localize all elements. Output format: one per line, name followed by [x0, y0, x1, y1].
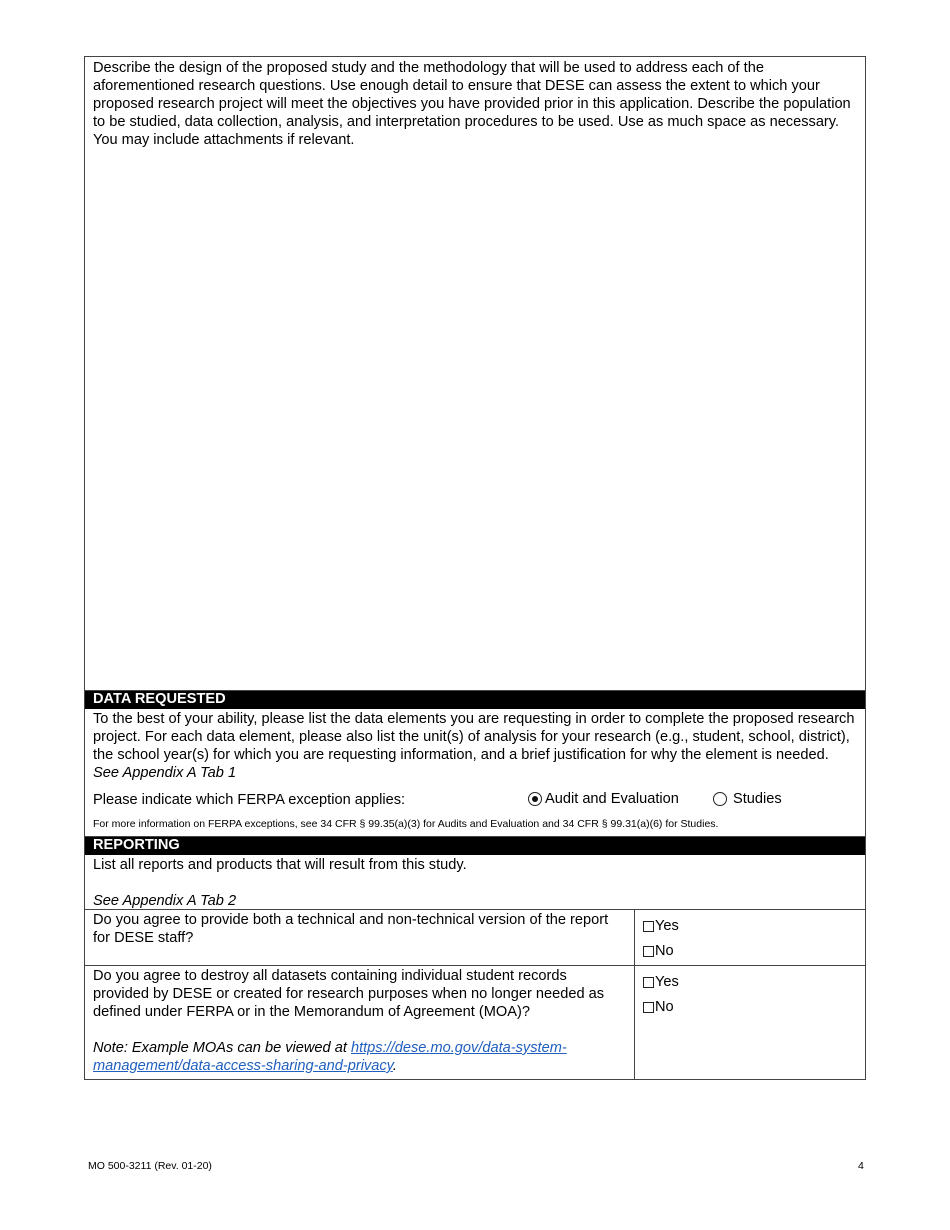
question-options-cell — [635, 910, 866, 966]
application-form — [84, 56, 866, 1080]
reporting-header: REPORTING — [85, 837, 865, 855]
no-option[interactable] — [643, 997, 857, 1017]
yes-option[interactable] — [643, 972, 857, 992]
question-text: Do you agree to provide both a technical and non-technical version of the report for DESE staff? — [93, 912, 609, 946]
moa-link[interactable]: https://dese.mo.gov/data-system-management/data-access-sharing-and-privacy — [93, 1040, 567, 1074]
question-text-cell — [85, 966, 635, 1080]
page-number: 4 — [858, 1160, 864, 1172]
moa-note-prefix: Note: Example MOAs can be viewed at — [93, 1040, 351, 1056]
reporting-instructions[interactable] — [85, 855, 865, 910]
checkbox-icon[interactable] — [643, 1002, 654, 1013]
question-options-cell — [635, 966, 866, 1080]
ferpa-question: Please indicate which FERPA exception applies: — [93, 792, 406, 808]
checkbox-icon[interactable] — [643, 921, 654, 932]
checkbox-icon[interactable] — [643, 977, 654, 988]
option-label: No — [655, 999, 674, 1015]
radio-selected-icon[interactable] — [528, 792, 542, 806]
option-label: No — [655, 943, 674, 959]
data-requested-appendix-ref: See Appendix A Tab 1 — [93, 765, 237, 781]
ferpa-note: For more information on FERPA exceptions, see 34 CFR § 99.35(a)(3) for Audits and Evaluation and 34 CFR § 99.31(a)(6) for Studies. — [93, 818, 719, 830]
moa-note-suffix: . — [392, 1058, 397, 1074]
ferpa-option-label: Studies — [733, 791, 782, 807]
reporting-section — [84, 836, 866, 909]
question-row — [85, 966, 866, 1080]
option-label: Yes — [655, 918, 679, 934]
ferpa-option-audit-evaluation[interactable] — [528, 791, 679, 807]
form-id: MO 500-3211 (Rev. 01-20) — [88, 1160, 212, 1172]
ferpa-option-label: Audit and Evaluation — [545, 791, 679, 807]
checkbox-icon[interactable] — [643, 946, 654, 957]
data-requested-section — [84, 690, 866, 836]
yes-option[interactable] — [643, 916, 857, 936]
question-row — [85, 910, 866, 966]
option-label: Yes — [655, 974, 679, 990]
reporting-appendix-ref: See Appendix A Tab 2 — [93, 893, 237, 909]
data-requested-text: To the best of your ability, please list the data elements you are requesting in order to complete the proposed research project. For each data element, please also list the unit(s) of analysis for your research (e.g., student, school, district), the school year(s) for which you are requesting information, and a brief justification for why the element is needed. — [93, 711, 855, 763]
radio-unselected-icon[interactable] — [713, 792, 727, 806]
reporting-text: List all reports and products that will result from this study. — [93, 857, 467, 873]
study-design-instructions: Describe the design of the proposed study and the methodology that will be used to address each of the aforementioned research questions. Use enough detail to ensure that DESE can assess the extent to which your proposed research project will meet the objectives you have provided prior in this application. Describe the population to be studied, data collection, analysis, and interpretation procedures to be used. Use as much space as necessary. You may include attachments if relevant. — [93, 60, 851, 148]
question-text: Do you agree to destroy all datasets containing individual student records provided by DESE or created for research purposes when no longer needed as defined under FERPA or in the Memorandum of Agreement (MOA)? — [93, 968, 605, 1020]
data-requested-instructions — [85, 709, 865, 782]
moa-note — [93, 1039, 626, 1075]
ferpa-option-studies[interactable] — [713, 791, 782, 807]
data-requested-header: DATA REQUESTED — [85, 691, 865, 709]
agreement-questions-table — [84, 909, 866, 1080]
study-design-section[interactable] — [84, 56, 866, 690]
no-option[interactable] — [643, 941, 857, 961]
ferpa-exception-row — [85, 782, 865, 814]
question-text-cell — [85, 910, 635, 966]
